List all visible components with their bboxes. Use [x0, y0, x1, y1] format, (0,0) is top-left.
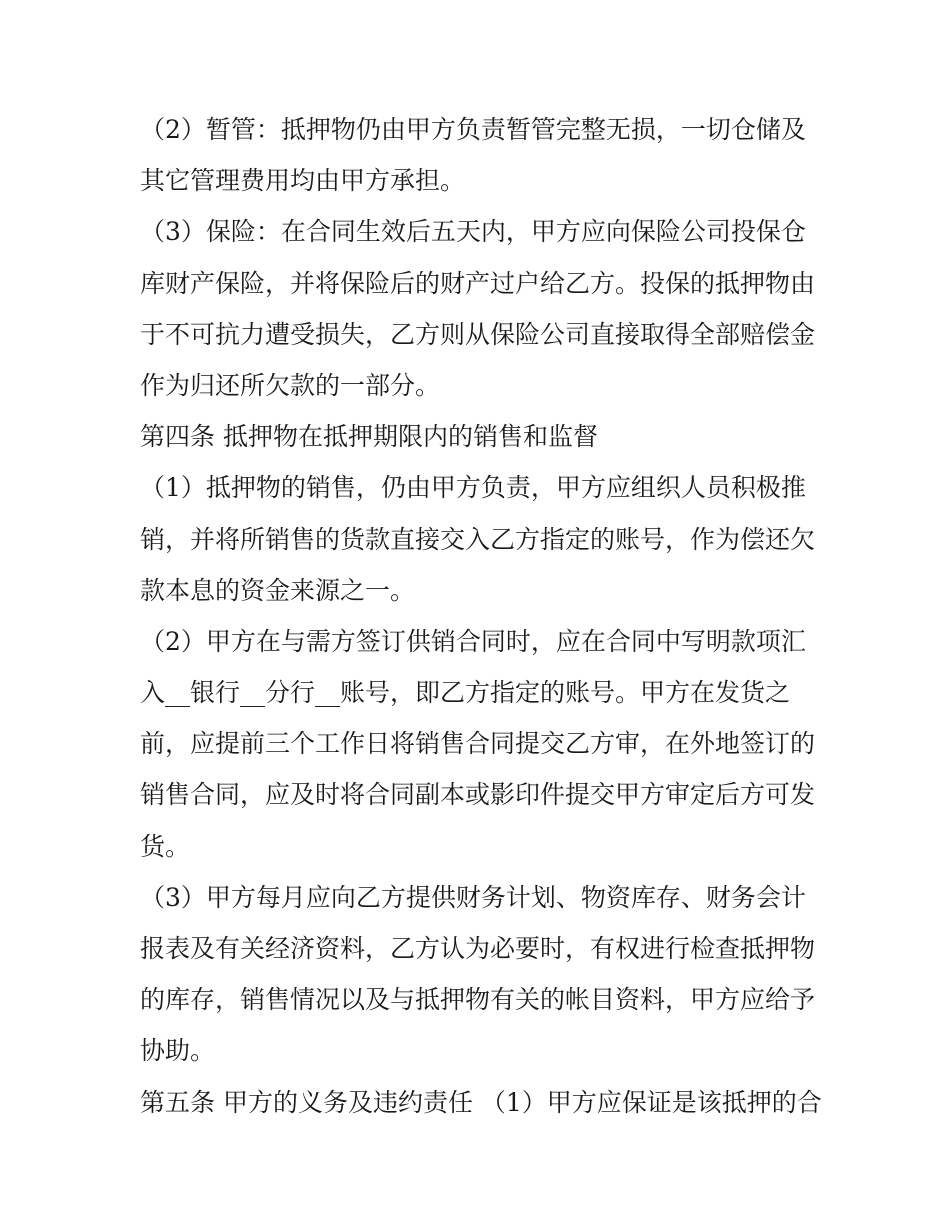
text-line: 入__银行__分行__账号，即乙方指定的账号。甲方在发货之	[140, 678, 791, 708]
text-line: （3）保险：在合同生效后五天内，甲方应向保险公司投保仓	[140, 217, 806, 247]
text-line: （2）暂管：抵押物仍由甲方负责暂管完整无损，一切仓储及	[140, 115, 806, 144]
text-line: 的库存，销售情况以及与抵押物有关的帐目资料，甲方应给予	[140, 985, 816, 1015]
text-line: 款本息的资金来源之一。	[140, 575, 416, 605]
text-line: 于不可抗力遭受损失，乙方则从保险公司直接取得全部赔偿金	[140, 319, 816, 349]
text-line: 销，并将所销售的货款直接交入乙方指定的账号，作为偿还欠	[140, 524, 816, 554]
text-line: （2）甲方在与需方签订供销合同时，应在合同中写明款项汇	[140, 626, 806, 656]
document-body	[140, 104, 820, 1128]
text-line: （3）甲方每月应向乙方提供财务计划、物资库存、财务会计	[140, 882, 806, 912]
text-line: 其它管理费用均由甲方承担。	[140, 166, 466, 196]
text-line: 库财产保险，并将保险后的财产过户给乙方。投保的抵押物由	[140, 268, 816, 298]
section-heading: 第五条 甲方的义务及违约责任 （1）甲方应保证是该抵押的合	[140, 1087, 822, 1117]
text-line: 前，应提前三个工作日将销售合同提交乙方审，在外地签订的	[140, 729, 816, 759]
text-line: 协助。	[140, 1036, 216, 1066]
text-line: 作为归还所欠款的一部分。	[140, 370, 441, 400]
section-heading: 第四条 抵押物在抵押期限内的销售和监督	[140, 422, 598, 452]
text-line: 报表及有关经济资料，乙方认为必要时，有权进行检查抵押物	[140, 934, 816, 963]
text-line: 货。	[140, 831, 191, 861]
text-line: 销售合同，应及时将合同副本或影印件提交甲方审定后方可发	[140, 780, 816, 810]
text-line: （1）抵押物的销售，仍由甲方负责，甲方应组织人员积极推	[140, 473, 806, 503]
